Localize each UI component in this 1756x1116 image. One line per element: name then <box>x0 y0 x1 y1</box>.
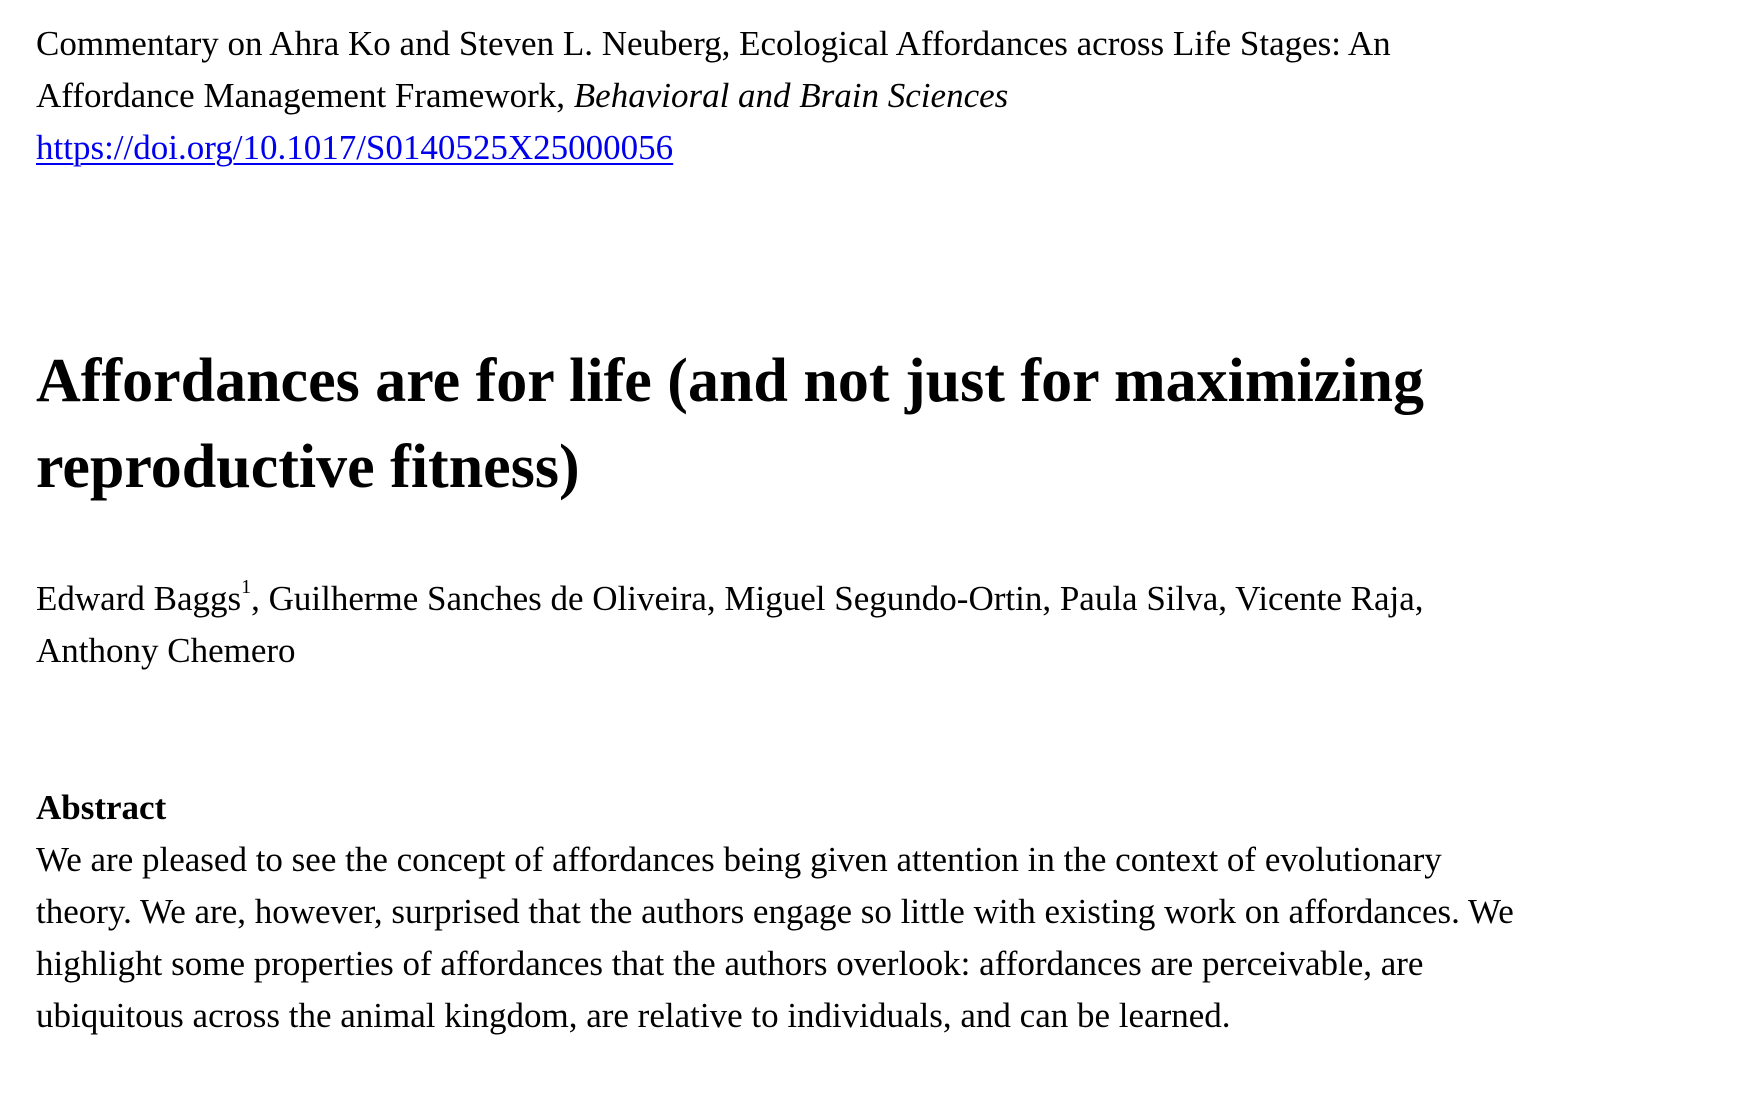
abstract-heading: Abstract <box>36 788 167 827</box>
abstract-line-2: theory. We are, however, surprised that the authors engage so little with existing work on affordances. We <box>36 892 1514 931</box>
commentary-citation <box>36 18 1726 174</box>
paper-page <box>36 18 1726 1035</box>
commentary-line-1: Commentary on Ahra Ko and Steven L. Neuberg, Ecological Affordances across Life Stages: An <box>36 24 1391 63</box>
abstract-line-1: We are pleased to see the concept of affordances being given attention in the context of evolutionary <box>36 840 1442 879</box>
authors-line-1: , Guilherme Sanches de Oliveira, Miguel Segundo-Ortin, Paula Silva, Vicente Raja, <box>251 579 1424 618</box>
abstract-body <box>36 834 1746 1042</box>
commentary-line-2: Affordance Management Framework, <box>36 76 574 115</box>
first-author: Edward Baggs <box>36 579 242 618</box>
doi-link[interactable]: https://doi.org/10.1017/S0140525X25000056 <box>36 128 674 167</box>
author-list <box>36 573 1726 677</box>
abstract-line-4: ubiquitous across the animal kingdom, are relative to individuals, and can be learned. <box>36 996 1231 1035</box>
journal-name: Behavioral and Brain Sciences <box>573 76 1009 115</box>
title-line-1: Affordances are for life (and not just for maximizing <box>36 347 1424 415</box>
affiliation-marker: 1 <box>241 576 252 599</box>
article-title <box>36 338 1686 510</box>
abstract-line-3: highlight some properties of affordances that the authors overlook: affordances are perceivable, are <box>36 944 1424 983</box>
authors-line-2: Anthony Chemero <box>36 631 296 670</box>
title-line-2: reproductive fitness) <box>36 433 580 501</box>
